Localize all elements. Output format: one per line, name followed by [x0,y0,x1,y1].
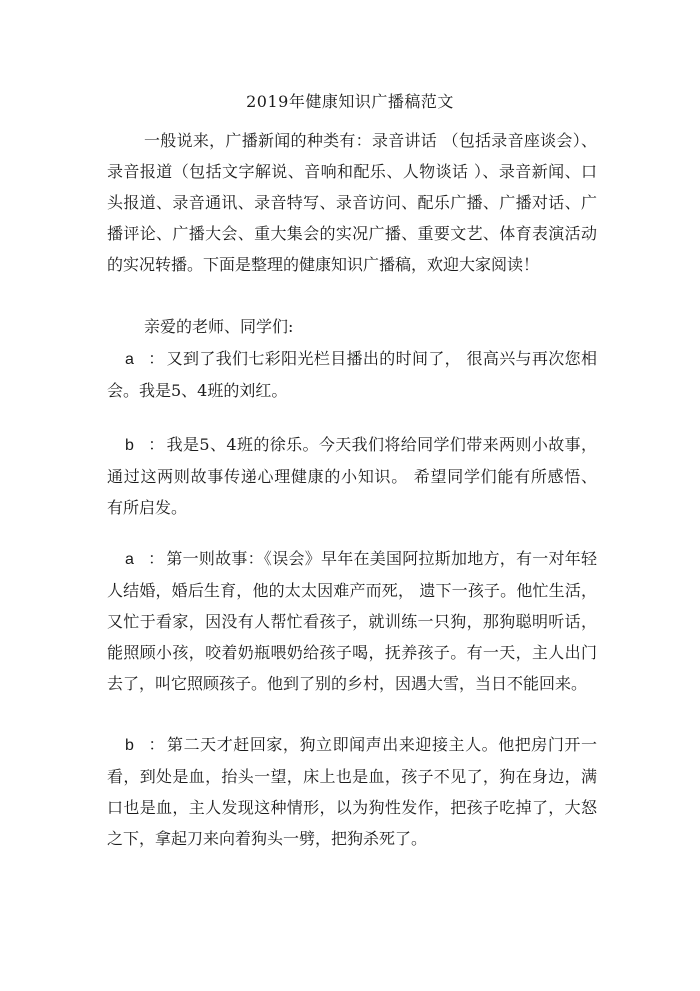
document-title: 2019年健康知识广播稿范文 [246,92,454,111]
speaker-label: b [125,437,134,454]
speaker-separator: ： [147,549,165,568]
speaker-label: b [125,737,134,754]
dialogue-text: 又到了我们七彩阳光栏目播出的时间了， 很高兴与再次您相会。我是5、4班的刘红。 [107,349,597,400]
speaker-label: a [125,551,134,568]
speaker-separator: ： [147,435,165,454]
dialogue-line [107,343,597,406]
speaker-separator: ： [147,349,165,368]
dialogue-text: 第一则故事：《误会》早年在美国阿拉斯加地方，有一对年轻人结婚，婚后生育，他的太太因难产而死， 遗下一孩子。他忙生活，又忙于看家，因没有人帮忙看孩子，就训练一只狗，那狗聪明听话，能照顾小孩，咬着奶瓶喂奶给孩子喝，抚养孩子。有一天，主人出门去了，叫它照顾孩子。他到了别的乡村，因遇大雪，当日不能回来。 [107,549,597,693]
dialogue-text: 我是5、4班的徐乐。今天我们将给同学们带来两则小故事，通过这两则故事传递心理健康的小知识。 希望同学们能有所感悟、 有所启发。 [107,435,597,517]
dialogue-line [107,429,597,523]
greeting: 亲爱的老师、同学们: [144,317,294,336]
speaker-separator: ： [147,735,166,754]
dialogue-line [107,729,597,854]
intro-paragraph: 一般说来，广播新闻的种类有：录音讲话 （包括录音座谈会）、录音报道（包括文字解说、音响和配乐、人物谈话 ）、录音新闻、口头报道、录音通讯、录音特写、录音访问、配乐广播、广播对话、广播评论、广播大会、重大集会的实况广播、重要文艺、体育表演活动的实况转播。下面是整理的健康知识广播稿，欢迎大家阅读！ [107,131,597,274]
speaker-label: a [125,351,134,368]
dialogue-text: 第二天才赶回家，狗立即闻声出来迎接主人。他把房门开一看，到处是血，抬头一望，床上也是血，孩子不见了，狗在身边，满口也是血，主人发现这种情形，以为狗性发作，把孩子吃掉了，大怒之下，拿起刀来向着狗头一劈，把狗杀死了。 [107,735,597,848]
dialogue-line [107,543,597,699]
